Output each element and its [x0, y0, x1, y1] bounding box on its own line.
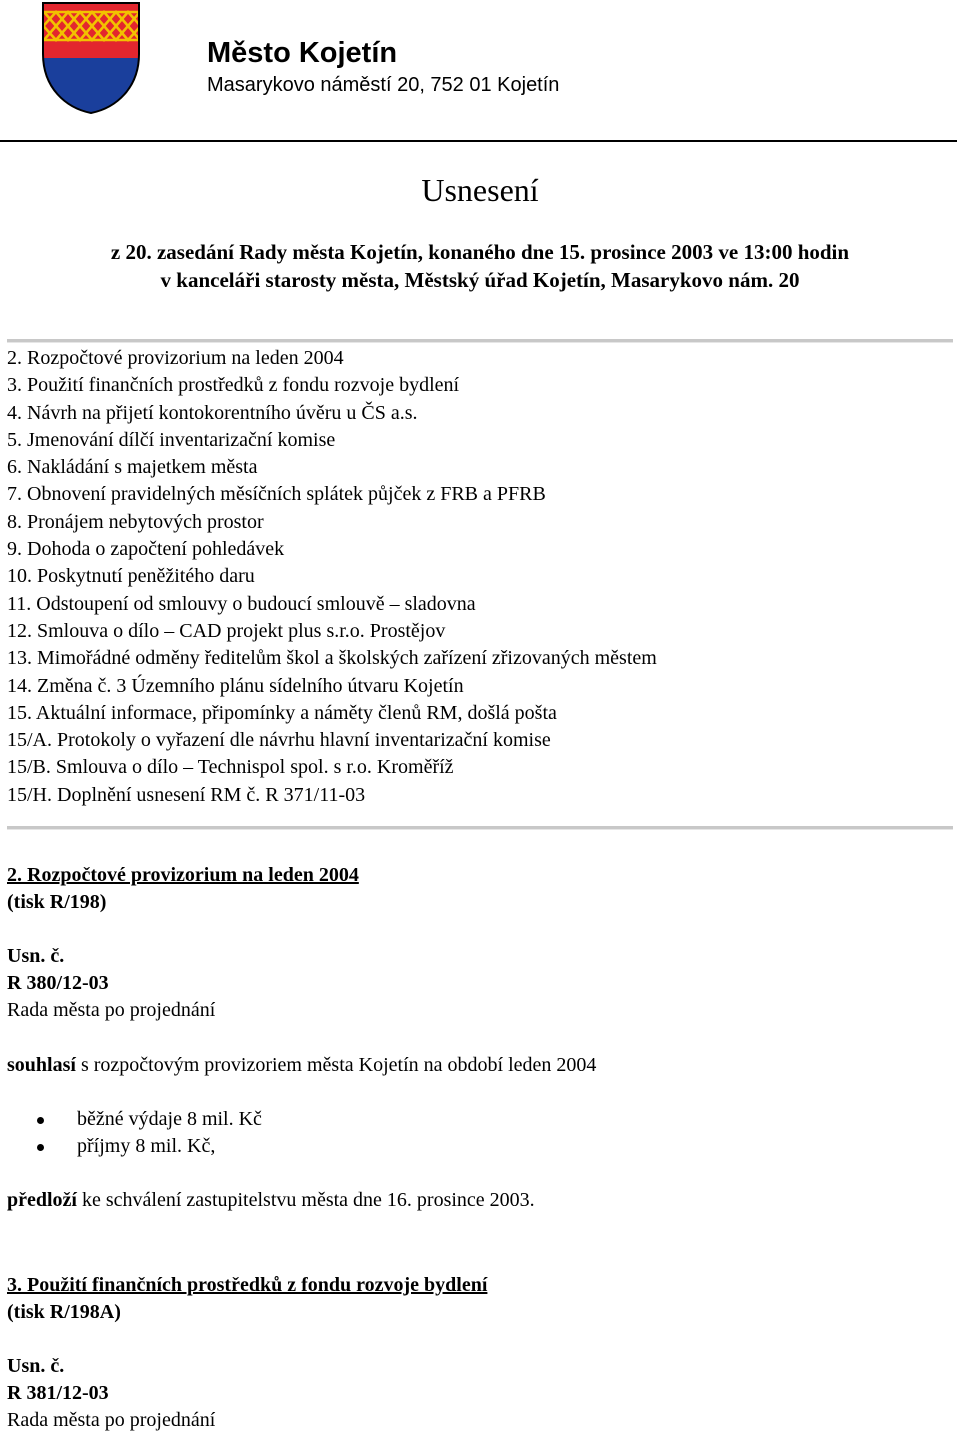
town-address: Masarykovo náměstí 20, 752 01 Kojetín	[207, 74, 560, 96]
agenda-item: 8. Pronájem nebytových prostor	[7, 510, 264, 533]
budget-list	[7, 1106, 947, 1160]
resolution-intro: Rada města po projednání	[7, 999, 216, 1021]
agenda-item: 3. Použití finančních prostředků z fondu rozvoje bydlení	[7, 374, 460, 397]
agenda-item: 15/A. Protokoly o vyřazení dle návrhu hlavní inventarizační komise	[7, 729, 551, 752]
clause-verb: souhlasí	[7, 1054, 76, 1076]
agenda-item: 4. Návrh na přijetí kontokorentního úvěru u ČS a.s.	[7, 401, 418, 424]
subtitle-line: z 20. zasedání Rady města Kojetín, konaného dne 15. prosince 2003 ve 13:00 hodin	[110, 240, 850, 264]
agenda-item: 2. Rozpočtové provizorium na leden 2004	[7, 347, 344, 369]
resolution-label: Usn. č.	[7, 1355, 65, 1377]
budget-item: příjmy 8 mil. Kč,	[7, 1133, 947, 1160]
subtitle-line: v kanceláři starosty města, Městský úřad Kojetín, Masarykovo nám. 20	[160, 268, 800, 292]
agenda-item: 15/B. Smlouva o dílo – Technispol spol. s r.o. Kroměříž	[7, 756, 454, 779]
resolution-label: Usn. č.	[7, 945, 65, 967]
agenda-item: 14. Změna č. 3 Územního plánu sídelního útvaru Kojetín	[7, 674, 464, 697]
agenda-item: 15. Aktuální informace, připomínky a náměty členů RM, došlá pošta	[7, 701, 557, 724]
document-subtitle	[0, 238, 960, 294]
agenda-item: 13. Mimořádné odměny ředitelům škol a školských zařízení zřizovaných městem	[7, 647, 657, 670]
section-title: 3. Použití finančních prostředků z fondu rozvoje bydlení	[7, 1274, 488, 1296]
resolution-intro: Rada města po projednání	[7, 1409, 216, 1431]
section-divider	[7, 826, 953, 830]
agenda-item: 7. Obnovení pravidelných měsíčních splátek půjček z FRB a PFRB	[7, 483, 546, 506]
agenda-item: 5. Jmenování dílčí inventarizační komise	[7, 428, 336, 451]
town-name: Město Kojetín	[207, 37, 398, 69]
town-crest-icon	[42, 2, 140, 114]
header-divider	[0, 140, 957, 142]
resolution-section-2	[7, 862, 947, 1214]
resolution-number: R 381/12-03	[7, 1382, 109, 1404]
agenda-item: 11. Odstoupení od smlouvy o budoucí smlouvě – sladovna	[7, 592, 476, 615]
section-divider	[7, 339, 953, 343]
section-heading	[7, 1272, 947, 1326]
agenda-item: 10. Poskytnutí peněžitého daru	[7, 565, 255, 588]
clause-text: ke schválení zastupitelstvu města dne 16. prosince 2003.	[77, 1189, 535, 1211]
section-tisk: (tisk R/198)	[7, 891, 107, 913]
clause-text: s rozpočtovým provizoriem města Kojetín na období leden 2004	[75, 1054, 597, 1076]
section-heading	[7, 862, 947, 916]
agenda-item: 6. Nakládání s majetkem města	[7, 456, 258, 479]
section-tisk: (tisk R/198A)	[7, 1301, 121, 1323]
agenda-list	[7, 345, 657, 809]
budget-item: běžné výdaje 8 mil. Kč	[7, 1106, 947, 1133]
resolution-clause	[7, 1187, 947, 1214]
resolution-section-3	[7, 1272, 947, 1434]
document-title: Usnesení	[421, 172, 539, 208]
letterhead	[0, 0, 960, 142]
resolution-clause	[7, 1052, 947, 1079]
clause-verb: předloží	[7, 1189, 77, 1211]
section-title: 2. Rozpočtové provizorium na leden 2004	[7, 864, 359, 886]
agenda-item: 9. Dohoda o započtení pohledávek	[7, 538, 285, 561]
agenda-item: 15/H. Doplnění usnesení RM č. R 371/11-03	[7, 783, 366, 806]
resolution-number: R 380/12-03	[7, 972, 109, 994]
agenda-item: 12. Smlouva o dílo – CAD projekt plus s.r.o. Prostějov	[7, 619, 446, 642]
